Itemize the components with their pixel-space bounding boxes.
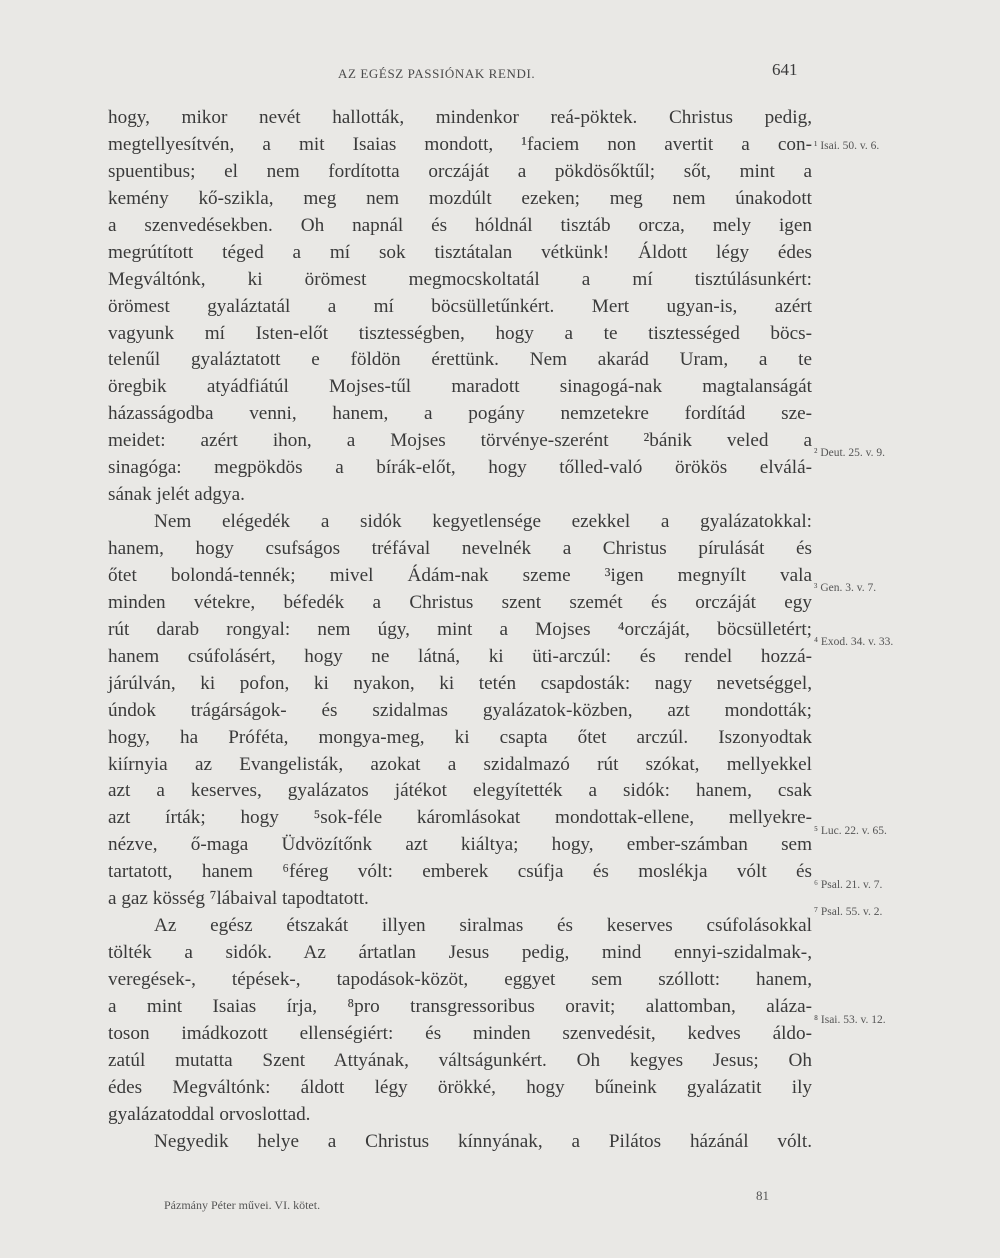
- text-line: édes Megváltónk: áldott légy örökké, hogy bűneink gyalázatit ily: [108, 1076, 812, 1098]
- text-line: veregések-, tépések-, tapodások-közöt, eggyet sem szóllott: hanem,: [108, 969, 812, 990]
- text-line: toson imádkozott ellenségiért: és minden szenvedésit, kedves áldo-: [108, 1022, 812, 1044]
- text-line: őtet bolondá-tennék; mivel Ádám-nak szeme ³igen megnyílt vala: [108, 564, 812, 586]
- text-line: hogy, mikor nevét hallották, mindenkor reá-pöktek. Christus pedig,: [108, 107, 812, 128]
- text-line: hogy, ha Próféta, mongya-meg, ki csapta őtet arczúl. Iszonyodtak: [108, 726, 812, 748]
- text-line: örömest gyaláztatál a mí böcsülletűnkért. Mert ugyan-is, azért: [108, 295, 812, 317]
- text-line: hanem csúfolásért, hogy ne látná, ki üti-arczúl: és rendel hozzá-: [108, 645, 812, 667]
- body-text: [108, 105, 812, 1156]
- footer-citation: Pázmány Péter művei. VI. kötet.: [164, 1198, 321, 1212]
- text-line: azt írták; hogy ⁵sok-féle káromlásokat mondottak-ellene, mellyekre-: [108, 807, 812, 829]
- text-line: házasságodba venni, hanem, a pogány nemzetekre fordítád sze-: [108, 403, 812, 425]
- text-line: Nem elégedék a sidók kegyetlensége ezekkel a gyalázatokkal:: [154, 511, 812, 533]
- text-line: telenűl gyaláztatott e földön érettünk. Nem akarád Uram, a te: [108, 349, 812, 371]
- margin-note: ³ Gen. 3. v. 7.: [814, 582, 877, 594]
- text-line: tölték a sidók. Az ártatlan Jesus pedig, mind ennyi-szidalmak-,: [108, 942, 812, 964]
- text-line: azt a keserves, gyalázatos játékot elegyítették a sidók: hanem, csak: [108, 780, 812, 802]
- text-line: rút darab rongyal: nem úgy, mint a Mojses ⁴orczáját, böcsülletért;: [108, 618, 812, 640]
- running-header: AZ EGÉSZ PASSIÓNAK RENDI.: [338, 66, 536, 81]
- text-line: gyalázatoddal orvoslottad.: [108, 1103, 311, 1125]
- text-line: sinagóga: megpökdös a bírák-előt, hogy tőlled-való örökös elválá-: [108, 457, 812, 479]
- text-line: a mint Isaias írja, ⁸pro transgressoribus oravit; alattomban, aláza-: [108, 995, 812, 1017]
- margin-note: ⁷ Psal. 55. v. 2.: [814, 906, 883, 918]
- text-line: kemény kő-szikla, meg nem mozdúlt ezeken; meg nem únakodott: [108, 187, 812, 209]
- text-line: megrútított téged a mí sok tisztátalan vétkünk! Áldott légy édes: [108, 241, 812, 263]
- text-line: zatúl mutatta Szent Attyának, váltságunkért. Oh kegyes Jesus; Oh: [108, 1049, 812, 1071]
- text-line: hanem, hogy csufságos tréfával nevelnék a Christus pírulását és: [108, 538, 812, 559]
- text-line: tartatott, hanem ⁶féreg vólt: emberek csúfja és moslékja vólt és: [108, 861, 812, 883]
- text-line: vagyunk mí Isten-előt tisztességben, hogy a te tisztességed böcs-: [108, 322, 812, 344]
- text-line: öregbik atyádfiátúl Mojses-tűl maradott sinagogá-nak magtalanságát: [108, 376, 812, 398]
- margin-note: ⁶ Psal. 21. v. 7.: [814, 879, 883, 891]
- text-line: Negyedik helye a Christus kínnyának, a Pilátos házánál vólt.: [154, 1130, 812, 1152]
- text-line: kiírnyia az Evangelisták, azokat a szidalmazó rút szókat, mellyekkel: [108, 753, 812, 775]
- margin-note: ² Deut. 25. v. 9.: [814, 447, 886, 459]
- text-line: Az egész étszakát illyen siralmas és keserves csúfolásokkal: [154, 915, 812, 937]
- margin-note: ⁸ Isai. 53. v. 12.: [814, 1014, 886, 1026]
- text-line: nézve, ő-maga Üdvözítőnk azt kiáltya; hogy, ember-számban sem: [108, 834, 812, 856]
- text-line: Megváltónk, ki örömest megmocskoltatál a mí tisztúlásunkért:: [108, 268, 812, 290]
- text-line: spuentibus; el nem fordította orczáját a pökdösőktűl; sőt, mint a: [108, 160, 812, 182]
- margin-note: ¹ Isai. 50. v. 6.: [814, 140, 880, 152]
- text-line: minden vétekre, béfedék a Christus szent szemét és orczáját egy: [108, 591, 812, 613]
- page-number: 641: [772, 60, 798, 79]
- text-line: a gaz kösség ⁷lábaival tapodtatott.: [108, 888, 369, 910]
- margin-note: ⁴ Exod. 34. v. 33.: [814, 636, 894, 648]
- text-line: a szenvedésekben. Oh napnál és hóldnál tisztáb orcza, mely igen: [108, 214, 812, 236]
- margin-note: ⁵ Luc. 22. v. 65.: [814, 825, 887, 837]
- text-line: meidet: azért ihon, a Mojses törvénye-szerént ²bánik veled a: [108, 430, 812, 452]
- footer-sheet-number: 81: [756, 1188, 769, 1203]
- text-line: sának jelét adgya.: [108, 484, 245, 506]
- text-line: megtellyesítvén, a mit Isaias mondott, ¹faciem non avertit a con-: [108, 133, 812, 155]
- text-line: úndok trágárságok- és szidalmas gyalázatok-közben, azt mondották;: [108, 699, 812, 721]
- text-line: járúlván, ki pofon, ki nyakon, ki tetén csapdosták: nagy nevetséggel,: [108, 672, 812, 694]
